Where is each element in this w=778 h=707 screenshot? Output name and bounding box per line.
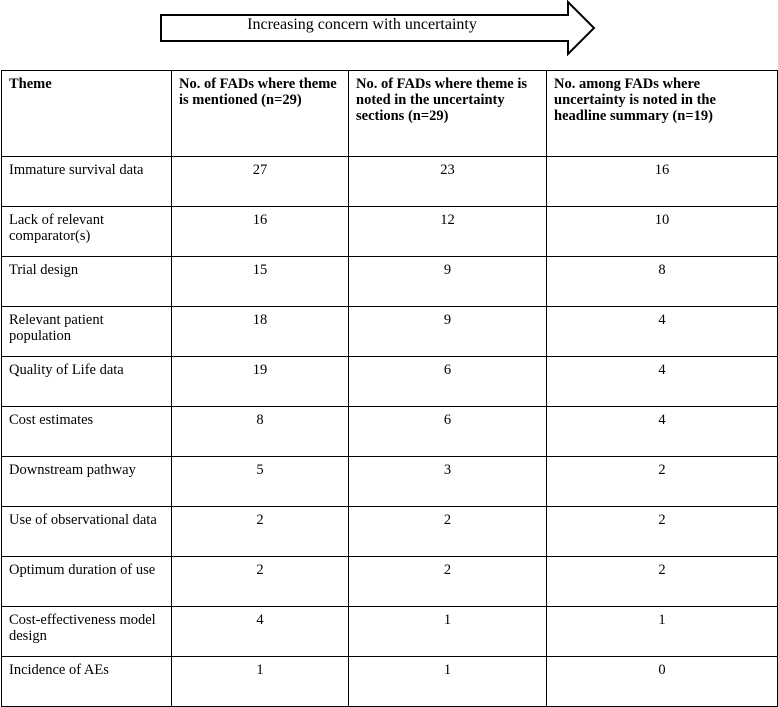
theme-cell: Use of observational data <box>2 507 172 557</box>
theme-cell: Cost-effectiveness model design <box>2 607 172 657</box>
mentioned-cell: 5 <box>172 457 349 507</box>
uncertainty-sections-cell: 9 <box>349 307 547 357</box>
theme-cell: Lack of relevant comparator(s) <box>2 207 172 257</box>
header-headline-summary: No. among FADs where uncertainty is noted in the headline summary (n=19) <box>547 71 778 157</box>
mentioned-cell: 19 <box>172 357 349 407</box>
theme-cell: Optimum duration of use <box>2 557 172 607</box>
uncertainty-sections-cell: 1 <box>349 607 547 657</box>
table-row <box>2 507 778 557</box>
theme-cell: Relevant patient population <box>2 307 172 357</box>
theme-cell: Immature survival data <box>2 157 172 207</box>
theme-cell: Trial design <box>2 257 172 307</box>
headline-summary-cell: 4 <box>547 307 778 357</box>
headline-summary-cell: 1 <box>547 607 778 657</box>
mentioned-cell: 27 <box>172 157 349 207</box>
header-uncertainty-sections: No. of FADs where theme is noted in the uncertainty sections (n=29) <box>349 71 547 157</box>
headline-summary-cell: 16 <box>547 157 778 207</box>
table-row <box>2 657 778 707</box>
table-row <box>2 557 778 607</box>
headline-summary-cell: 2 <box>547 457 778 507</box>
headline-summary-cell: 4 <box>547 407 778 457</box>
uncertainty-sections-cell: 23 <box>349 157 547 207</box>
table-row <box>2 257 778 307</box>
mentioned-cell: 2 <box>172 507 349 557</box>
mentioned-cell: 8 <box>172 407 349 457</box>
arrow-label: Increasing concern with uncertainty <box>247 16 477 33</box>
headline-summary-cell: 0 <box>547 657 778 707</box>
uncertainty-sections-cell: 9 <box>349 257 547 307</box>
table-row <box>2 207 778 257</box>
theme-cell: Quality of Life data <box>2 357 172 407</box>
headline-summary-cell: 4 <box>547 357 778 407</box>
uncertainty-sections-cell: 1 <box>349 657 547 707</box>
headline-summary-cell: 2 <box>547 507 778 557</box>
header-mentioned: No. of FADs where theme is mentioned (n=29) <box>172 71 349 157</box>
uncertainty-sections-cell: 6 <box>349 407 547 457</box>
table-row <box>2 607 778 657</box>
uncertainty-themes-table <box>1 70 778 707</box>
uncertainty-sections-cell: 6 <box>349 357 547 407</box>
mentioned-cell: 4 <box>172 607 349 657</box>
mentioned-cell: 15 <box>172 257 349 307</box>
mentioned-cell: 2 <box>172 557 349 607</box>
uncertainty-sections-cell: 12 <box>349 207 547 257</box>
headline-summary-cell: 10 <box>547 207 778 257</box>
table-row <box>2 357 778 407</box>
header-theme: Theme <box>2 71 172 157</box>
uncertainty-arrow <box>160 0 600 56</box>
table-row <box>2 407 778 457</box>
headline-summary-cell: 2 <box>547 557 778 607</box>
uncertainty-sections-cell: 2 <box>349 557 547 607</box>
uncertainty-sections-cell: 3 <box>349 457 547 507</box>
headline-summary-cell: 8 <box>547 257 778 307</box>
table-row <box>2 307 778 357</box>
mentioned-cell: 18 <box>172 307 349 357</box>
mentioned-cell: 16 <box>172 207 349 257</box>
table-row <box>2 157 778 207</box>
header-row <box>2 71 778 157</box>
theme-cell: Downstream pathway <box>2 457 172 507</box>
uncertainty-sections-cell: 2 <box>349 507 547 557</box>
table-row <box>2 457 778 507</box>
mentioned-cell: 1 <box>172 657 349 707</box>
theme-cell: Cost estimates <box>2 407 172 457</box>
theme-cell: Incidence of AEs <box>2 657 172 707</box>
